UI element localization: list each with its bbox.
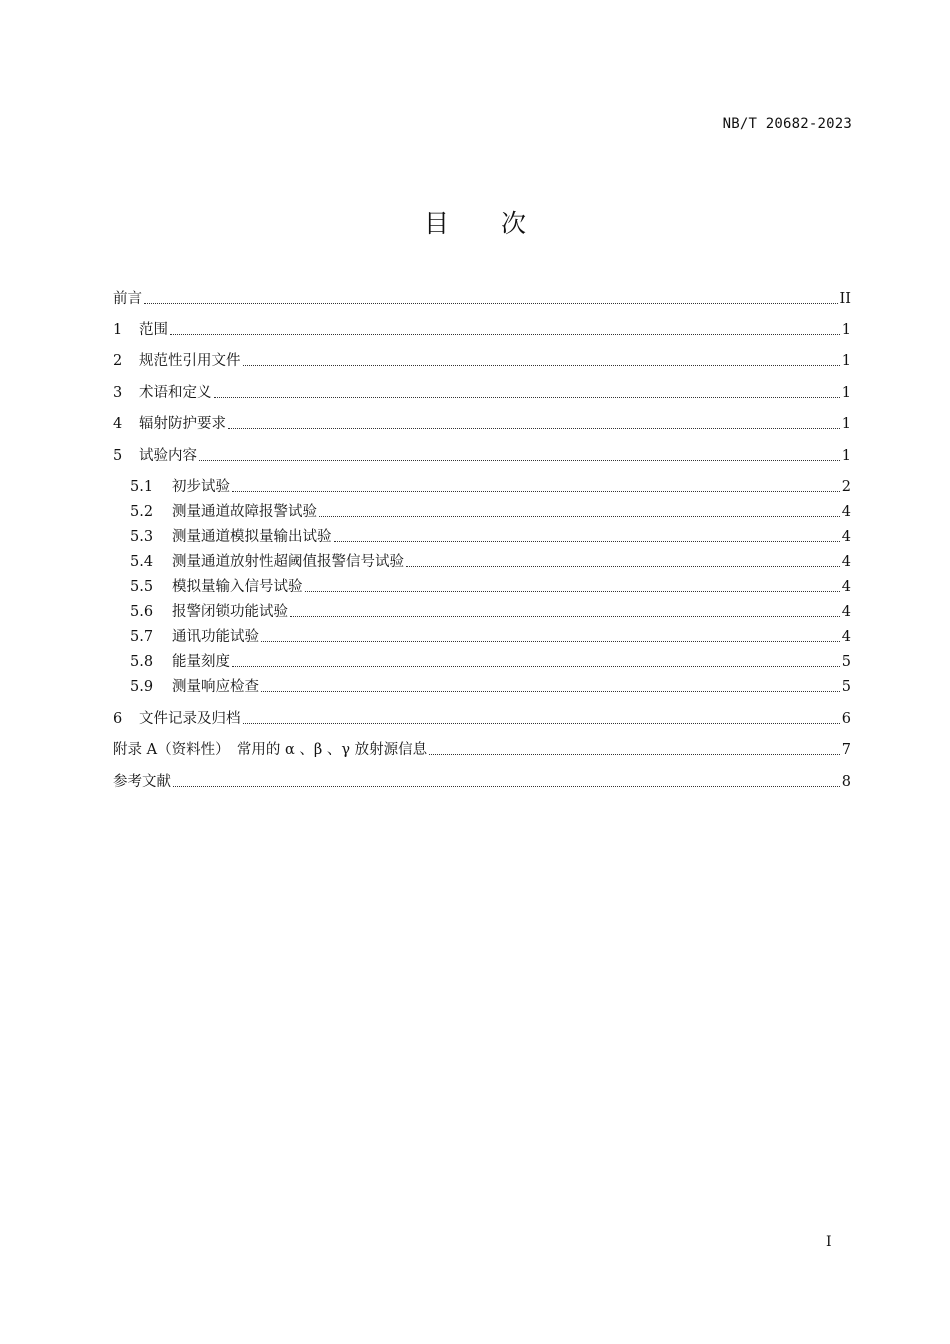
toc-entry-label: 参考文献 xyxy=(113,774,171,790)
toc-entry-page: 6 xyxy=(841,711,851,727)
toc-entry-references[interactable] xyxy=(113,770,851,792)
toc-entry-label: 报警闭锁功能试验 xyxy=(172,604,288,620)
toc-entry-page: 4 xyxy=(841,529,851,545)
toc-leader-dots xyxy=(290,616,840,617)
toc-entry-label: 初步试验 xyxy=(172,479,230,495)
toc-entry-page: 8 xyxy=(841,774,851,790)
toc-leader-dots xyxy=(305,591,840,592)
toc-entry-page: II xyxy=(839,291,851,307)
toc-entry-label: 测量响应检查 xyxy=(172,679,259,695)
toc-entry-6[interactable] xyxy=(113,707,851,729)
toc-entry-label: 能量刻度 xyxy=(172,654,230,670)
toc-entry-label: 测量通道放射性超阈值报警信号试验 xyxy=(172,554,404,570)
toc-leader-dots xyxy=(199,460,840,461)
toc-leader-dots xyxy=(214,397,840,398)
toc-entry-label: 前言 xyxy=(113,291,142,307)
toc-leader-dots xyxy=(170,334,840,335)
toc-entry-page: 4 xyxy=(841,554,851,570)
toc-entry-number: 2 xyxy=(113,353,123,369)
toc-entry-1[interactable] xyxy=(113,318,851,340)
toc-entry-page: 4 xyxy=(841,504,851,520)
toc-entry-3[interactable] xyxy=(113,381,851,403)
toc-entry-page: 1 xyxy=(841,416,851,432)
toc-entry-number: 5.2 xyxy=(130,504,154,520)
toc-entry-page: 1 xyxy=(841,353,851,369)
toc-entry-5-3[interactable] xyxy=(130,525,851,547)
toc-entry-label: 范围 xyxy=(139,322,168,338)
toc-entry-label: 模拟量输入信号试验 xyxy=(172,579,303,595)
toc-leader-dots xyxy=(261,691,840,692)
toc-entry-5-1[interactable] xyxy=(130,475,851,497)
toc-entry-foreword[interactable] xyxy=(113,287,851,309)
toc-entry-5-6[interactable] xyxy=(130,600,851,622)
toc-entry-4[interactable] xyxy=(113,412,851,434)
toc-entry-label: 测量通道模拟量输出试验 xyxy=(172,529,332,545)
toc-entry-page: 5 xyxy=(841,679,851,695)
toc-leader-dots xyxy=(429,754,840,755)
toc-entry-label: 附录 A（资料性） 常用的 α 、β 、γ 放射源信息 xyxy=(113,742,428,758)
toc-entry-page: 1 xyxy=(841,385,851,401)
toc-leader-dots xyxy=(261,641,840,642)
toc-entry-5-9[interactable] xyxy=(130,675,851,697)
toc-entry-number: 4 xyxy=(113,416,123,432)
toc-entry-number: 5 xyxy=(113,448,123,464)
toc-entry-number: 5.7 xyxy=(130,629,154,645)
toc-entry-number: 5.4 xyxy=(130,554,154,570)
toc-entry-number: 5.9 xyxy=(130,679,154,695)
toc-entry-5-5[interactable] xyxy=(130,575,851,597)
toc-entry-page: 1 xyxy=(841,322,851,338)
toc-entry-label: 通讯功能试验 xyxy=(172,629,259,645)
toc-entry-number: 6 xyxy=(113,711,123,727)
toc-entry-label: 试验内容 xyxy=(139,448,197,464)
toc-leader-dots xyxy=(144,303,838,304)
toc-entry-5-2[interactable] xyxy=(130,500,851,522)
toc-entry-label: 测量通道故障报警试验 xyxy=(172,504,317,520)
toc-entry-5-7[interactable] xyxy=(130,625,851,647)
toc-entry-number: 5.1 xyxy=(130,479,154,495)
toc-leader-dots xyxy=(319,516,840,517)
toc-leader-dots xyxy=(243,723,840,724)
toc-entry-2[interactable] xyxy=(113,349,851,371)
toc-leader-dots xyxy=(173,786,840,787)
toc-leader-dots xyxy=(232,666,840,667)
toc-leader-dots xyxy=(228,428,840,429)
toc-entry-page: 4 xyxy=(841,604,851,620)
toc-leader-dots xyxy=(232,491,840,492)
toc-entry-number: 5.3 xyxy=(130,529,154,545)
toc-entry-label: 术语和定义 xyxy=(139,385,212,401)
toc-entry-page: 2 xyxy=(841,479,851,495)
toc-leader-dots xyxy=(334,541,840,542)
toc-entry-appendix-a[interactable] xyxy=(113,738,851,760)
toc-leader-dots xyxy=(243,365,840,366)
toc-entry-page: 1 xyxy=(841,448,851,464)
toc-entry-number: 1 xyxy=(113,322,123,338)
toc-entry-page: 7 xyxy=(841,742,851,758)
toc-entry-label: 文件记录及归档 xyxy=(139,711,241,727)
toc-entry-number: 5.8 xyxy=(130,654,154,670)
toc-entry-5-4[interactable] xyxy=(130,550,851,572)
toc-entry-number: 5.5 xyxy=(130,579,154,595)
toc-entry-page: 4 xyxy=(841,579,851,595)
toc-entry-number: 5.6 xyxy=(130,604,154,620)
toc-entry-page: 4 xyxy=(841,629,851,645)
toc-entry-5-8[interactable] xyxy=(130,650,851,672)
toc-entry-label: 规范性引用文件 xyxy=(139,353,241,369)
toc-entry-label: 辐射防护要求 xyxy=(139,416,226,432)
toc-entry-number: 3 xyxy=(113,385,123,401)
page-number: I xyxy=(826,1234,832,1250)
toc-entry-5[interactable] xyxy=(113,444,851,466)
toc-entry-page: 5 xyxy=(841,654,851,670)
document-code: NB/T 20682-2023 xyxy=(722,116,852,132)
page-title: 目 次 xyxy=(424,209,548,238)
toc-leader-dots xyxy=(406,566,840,567)
